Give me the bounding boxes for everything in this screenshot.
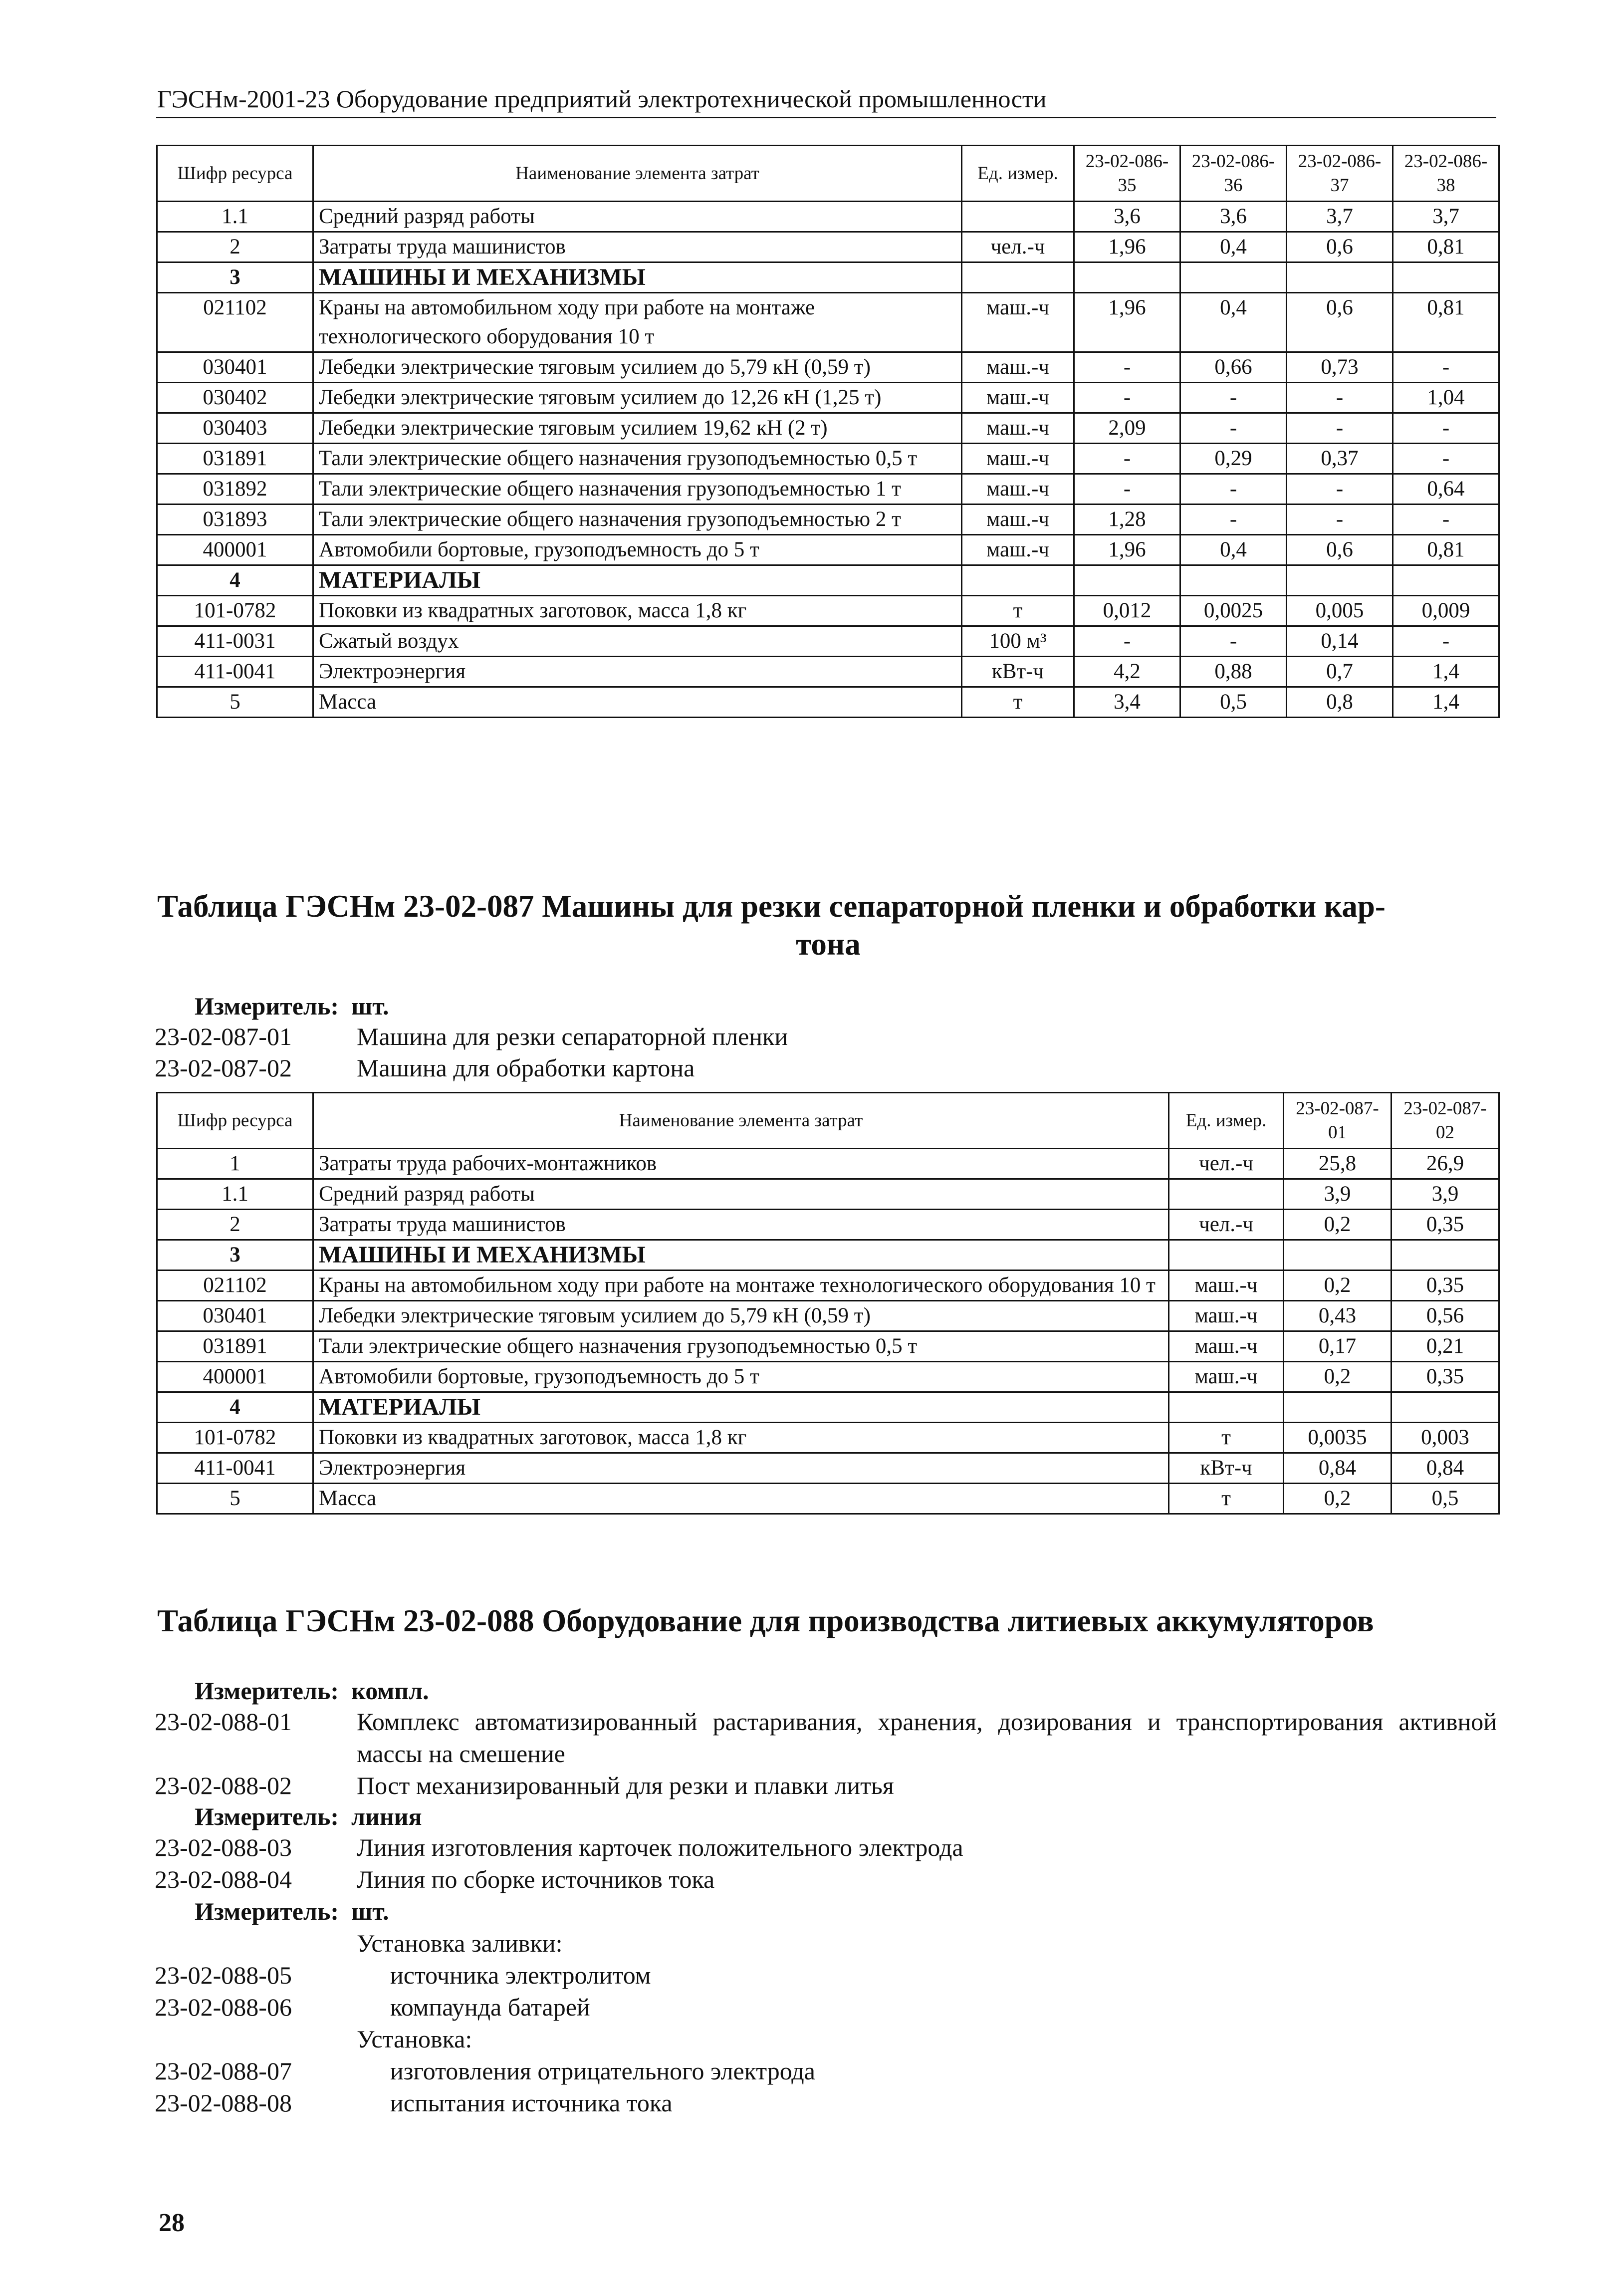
norm-code: 23-02-088-01 — [155, 1708, 292, 1736]
value-cell: 0,6 — [1287, 232, 1393, 262]
cost-item-name: МАТЕРИАЛЫ — [313, 1392, 1169, 1423]
value-cell: 25,8 — [1284, 1149, 1392, 1179]
resource-code: 030401 — [157, 352, 313, 383]
value-cell: 0,4 — [1180, 293, 1287, 352]
resource-table-086 — [156, 145, 1500, 718]
unit-cell: маш.-ч — [962, 505, 1074, 535]
value-cell: 0,64 — [1393, 474, 1499, 505]
col-header-name: Наименование элемента затрат — [313, 1093, 1169, 1149]
value-cell: - — [1287, 474, 1393, 505]
value-cell: 4,2 — [1074, 657, 1180, 687]
table-row — [157, 1179, 1499, 1210]
norm-description: Машина для резки сепараторной пленки — [357, 1022, 788, 1050]
value-cell: 1,4 — [1393, 657, 1499, 687]
resource-code: 400001 — [157, 1362, 313, 1392]
value-cell — [1393, 262, 1499, 293]
value-cell: 0,35 — [1392, 1210, 1499, 1240]
cost-item-name: Тали электрические общего назначения грузоподъемностью 0,5 т — [313, 444, 962, 474]
value-cell: 0,012 — [1074, 596, 1180, 626]
resource-code: 5 — [157, 687, 313, 718]
unit-cell — [1169, 1179, 1284, 1210]
unit-cell: маш.-ч — [962, 413, 1074, 444]
unit-cell: т — [1169, 1484, 1284, 1514]
value-cell — [1284, 1392, 1392, 1423]
cost-item-name: Лебедки электрические тяговым усилием до 12,26 кН (1,25 т) — [313, 383, 962, 413]
table-row — [157, 1271, 1499, 1301]
cost-item-name: Лебедки электрические тяговым усилием до 5,79 кН (0,59 т) — [313, 352, 962, 383]
unit-cell: т — [962, 687, 1074, 718]
value-cell: 0,56 — [1392, 1301, 1499, 1331]
cost-item-name: Лебедки электрические тяговым усилием до 5,79 кН (0,59 т) — [313, 1301, 1169, 1331]
cost-item-name: Сжатый воздух — [313, 626, 962, 657]
norm-description: Линия по сборке источников тока — [357, 1865, 715, 1893]
value-cell: - — [1393, 413, 1499, 444]
table-row — [157, 474, 1499, 505]
value-cell: 0,37 — [1287, 444, 1393, 474]
measure-line — [195, 991, 389, 1021]
resource-code: 031893 — [157, 505, 313, 535]
norm-code: 23-02-088-03 — [155, 1833, 292, 1861]
cost-item-name: Краны на автомобильном ходу при работе на монтаже технологического оборудования 10 т — [313, 293, 962, 352]
resource-code: 2 — [157, 232, 313, 262]
unit-cell: чел.-ч — [962, 232, 1074, 262]
cost-item-name: Автомобили бортовые, грузоподъемность до 5 т — [313, 535, 962, 565]
value-cell: 0,7 — [1287, 657, 1393, 687]
measure-label: Измеритель: — [195, 1897, 339, 1925]
value-cell: - — [1180, 626, 1287, 657]
resource-code: 2 — [157, 1210, 313, 1240]
cost-item-name: Затраты труда машинистов — [313, 1210, 1169, 1240]
value-cell: 0,003 — [1392, 1423, 1499, 1453]
page-number: 28 — [159, 2209, 185, 2237]
value-cell: 0,6 — [1287, 293, 1393, 352]
norm-code: 23-02-088-04 — [155, 1865, 292, 1893]
value-cell: 0,6 — [1287, 535, 1393, 565]
value-cell: 0,4 — [1180, 535, 1287, 565]
resource-table-087 — [156, 1092, 1500, 1515]
table-title-087 — [157, 887, 1499, 963]
col-header-code: Шифр ресурса — [157, 1093, 313, 1149]
value-cell: 0,8 — [1287, 687, 1393, 718]
cost-item-name: Масса — [313, 687, 962, 718]
col-header-norm: 23-02-086-38 — [1393, 146, 1499, 202]
cost-item-name: Автомобили бортовые, грузоподъемность до 5 т — [313, 1362, 1169, 1392]
col-header-code: Шифр ресурса — [157, 146, 313, 202]
value-cell: - — [1180, 383, 1287, 413]
title-line-2: тона — [796, 927, 861, 962]
table-row — [157, 293, 1499, 352]
table-row — [157, 383, 1499, 413]
value-cell — [1284, 1240, 1392, 1271]
value-cell: 3,9 — [1392, 1179, 1499, 1210]
table-title-088: Таблица ГЭСНм 23-02-088 Оборудование для производства литиевых аккумуляторов — [157, 1603, 1374, 1638]
table-row — [157, 202, 1499, 232]
cost-item-name: Электроэнергия — [313, 1453, 1169, 1484]
measure-line — [195, 1676, 429, 1706]
table-row — [157, 1210, 1499, 1240]
table-row — [157, 232, 1499, 262]
col-header-unit: Ед. измер. — [1169, 1093, 1284, 1149]
value-cell — [1180, 565, 1287, 596]
unit-cell — [1169, 1240, 1284, 1271]
measure-label: Измеритель: — [195, 1802, 339, 1830]
cost-item-name: МАШИНЫ И МЕХАНИЗМЫ — [313, 1240, 1169, 1271]
unit-cell: маш.-ч — [962, 535, 1074, 565]
unit-cell: чел.-ч — [1169, 1210, 1284, 1240]
unit-cell — [1169, 1392, 1284, 1423]
value-cell: 1,4 — [1393, 687, 1499, 718]
value-cell — [1074, 565, 1180, 596]
measure-label: Измеритель: — [195, 1677, 339, 1705]
norm-description: Пост механизированный для резки и плавки литья — [357, 1772, 894, 1799]
resource-code: 031891 — [157, 1331, 313, 1362]
value-cell: - — [1074, 352, 1180, 383]
resource-code: 031892 — [157, 474, 313, 505]
value-cell: 0,2 — [1284, 1210, 1392, 1240]
table-row — [157, 657, 1499, 687]
measure-unit: шт. — [351, 1897, 389, 1925]
value-cell: - — [1180, 505, 1287, 535]
value-cell: 0,17 — [1284, 1331, 1392, 1362]
col-header-norm: 23-02-087-02 — [1392, 1093, 1499, 1149]
value-cell: 0,0035 — [1284, 1423, 1392, 1453]
value-cell: 0,14 — [1287, 626, 1393, 657]
table-body — [157, 202, 1499, 718]
value-cell: - — [1393, 626, 1499, 657]
resource-code: 021102 — [157, 293, 313, 352]
value-cell: 0,81 — [1393, 232, 1499, 262]
unit-cell: кВт-ч — [1169, 1453, 1284, 1484]
cost-item-name: Средний разряд работы — [313, 202, 962, 232]
norm-code: 23-02-088-07 — [155, 2057, 292, 2085]
value-cell: 0,84 — [1392, 1453, 1499, 1484]
resource-code: 411-0041 — [157, 1453, 313, 1484]
table-row — [157, 1149, 1499, 1179]
measure-unit: линия — [351, 1802, 422, 1830]
measure-unit: компл. — [351, 1677, 429, 1705]
unit-cell: т — [1169, 1423, 1284, 1453]
unit-cell: т — [962, 596, 1074, 626]
table-row — [157, 1423, 1499, 1453]
value-cell: - — [1180, 413, 1287, 444]
col-header-name: Наименование элемента затрат — [313, 146, 962, 202]
norm-code: 23-02-088-06 — [155, 1993, 292, 2021]
norm-description: источника электролитом — [390, 1961, 651, 1989]
cost-item-name: Затраты труда рабочих-монтажников — [313, 1149, 1169, 1179]
cost-item-name: Тали электрические общего назначения грузоподъемностью 1 т — [313, 474, 962, 505]
resource-code: 101-0782 — [157, 1423, 313, 1453]
unit-cell: маш.-ч — [962, 474, 1074, 505]
table-row — [157, 1392, 1499, 1423]
value-cell: 2,09 — [1074, 413, 1180, 444]
col-header-norm: 23-02-086-36 — [1180, 146, 1287, 202]
value-cell: 0,73 — [1287, 352, 1393, 383]
value-cell: - — [1074, 626, 1180, 657]
resource-code: 3 — [157, 262, 313, 293]
cost-item-name: Поковки из квадратных заготовок, масса 1,8 кг — [313, 1423, 1169, 1453]
table-row — [157, 626, 1499, 657]
value-cell: 3,6 — [1074, 202, 1180, 232]
value-cell: - — [1074, 474, 1180, 505]
resource-code: 3 — [157, 1240, 313, 1271]
table-row — [157, 1301, 1499, 1331]
value-cell: - — [1393, 505, 1499, 535]
value-cell: 0,2 — [1284, 1271, 1392, 1301]
value-cell: 0,21 — [1392, 1331, 1499, 1362]
norm-code: 23-02-088-02 — [155, 1772, 292, 1799]
table-row — [157, 535, 1499, 565]
table-row — [157, 352, 1499, 383]
value-cell: 0,2 — [1284, 1362, 1392, 1392]
cost-item-name: Поковки из квадратных заготовок, масса 1,8 кг — [313, 596, 962, 626]
cost-item-name: Электроэнергия — [313, 657, 962, 687]
table-header-row — [157, 146, 1499, 202]
value-cell — [1287, 262, 1393, 293]
value-cell: 0,4 — [1180, 232, 1287, 262]
col-header-norm: 23-02-086-37 — [1287, 146, 1393, 202]
resource-code: 030401 — [157, 1301, 313, 1331]
col-header-unit: Ед. измер. — [962, 146, 1074, 202]
value-cell: 26,9 — [1392, 1149, 1499, 1179]
cost-item-name: МАТЕРИАЛЫ — [313, 565, 962, 596]
title-line-1: Таблица ГЭСНм 23-02-087 Машины для резки сепараторной пленки и обработки кар- — [157, 889, 1386, 924]
measure-line — [195, 1896, 389, 1926]
table-row — [157, 1453, 1499, 1484]
resource-code: 5 — [157, 1484, 313, 1514]
unit-cell: кВт-ч — [962, 657, 1074, 687]
unit-cell: маш.-ч — [1169, 1362, 1284, 1392]
resource-code: 400001 — [157, 535, 313, 565]
value-cell: 0,009 — [1393, 596, 1499, 626]
norm-code: 23-02-087-01 — [155, 1022, 292, 1050]
unit-cell: маш.-ч — [1169, 1301, 1284, 1331]
norm-code: 23-02-088-08 — [155, 2089, 292, 2117]
value-cell: 3,4 — [1074, 687, 1180, 718]
value-cell: 0,5 — [1392, 1484, 1499, 1514]
resource-code: 021102 — [157, 1271, 313, 1301]
table-body — [157, 1149, 1499, 1514]
value-cell — [1287, 565, 1393, 596]
value-cell: 1,96 — [1074, 232, 1180, 262]
header-rule — [156, 117, 1496, 118]
value-cell: 0,43 — [1284, 1301, 1392, 1331]
measure-label: Измеритель: — [195, 992, 339, 1020]
cost-item-name: Средний разряд работы — [313, 1179, 1169, 1210]
resource-code: 1.1 — [157, 1179, 313, 1210]
value-cell — [1180, 262, 1287, 293]
value-cell: 0,35 — [1392, 1362, 1499, 1392]
unit-cell: маш.-ч — [962, 444, 1074, 474]
table-row — [157, 505, 1499, 535]
table-row — [157, 413, 1499, 444]
value-cell — [1392, 1240, 1499, 1271]
value-cell: 0,81 — [1393, 535, 1499, 565]
table-row — [157, 1240, 1499, 1271]
table-header-row — [157, 1093, 1499, 1149]
table-row — [157, 262, 1499, 293]
unit-cell: маш.-ч — [962, 293, 1074, 352]
unit-cell: чел.-ч — [1169, 1149, 1284, 1179]
value-cell: 1,04 — [1393, 383, 1499, 413]
value-cell: 3,7 — [1393, 202, 1499, 232]
value-cell: 1,96 — [1074, 293, 1180, 352]
unit-cell: 100 м³ — [962, 626, 1074, 657]
value-cell: 0,66 — [1180, 352, 1287, 383]
value-cell: 0,81 — [1393, 293, 1499, 352]
norm-code: 23-02-088-05 — [155, 1961, 292, 1989]
cost-item-name: Масса — [313, 1484, 1169, 1514]
unit-cell — [962, 262, 1074, 293]
value-cell: 0,0025 — [1180, 596, 1287, 626]
norm-description: испытания источника тока — [390, 2089, 673, 2117]
unit-cell: маш.-ч — [962, 352, 1074, 383]
norm-description: Линия изготовления карточек положительного электрода — [357, 1833, 963, 1861]
value-cell — [1074, 262, 1180, 293]
measure-line — [195, 1801, 422, 1831]
value-cell: - — [1287, 413, 1393, 444]
resource-code: 030403 — [157, 413, 313, 444]
cost-item-name: Тали электрические общего назначения грузоподъемностью 0,5 т — [313, 1331, 1169, 1362]
cost-item-name: Лебедки электрические тяговым усилием 19,62 кН (2 т) — [313, 413, 962, 444]
value-cell: 0,2 — [1284, 1484, 1392, 1514]
resource-code: 4 — [157, 1392, 313, 1423]
measure-unit: шт. — [351, 992, 389, 1020]
resource-code: 031891 — [157, 444, 313, 474]
table-row — [157, 687, 1499, 718]
value-cell: - — [1074, 444, 1180, 474]
table-row — [157, 1362, 1499, 1392]
value-cell: 3,9 — [1284, 1179, 1392, 1210]
table-row — [157, 444, 1499, 474]
group-label: Установка заливки: — [357, 1929, 563, 1957]
unit-cell — [962, 565, 1074, 596]
group-label: Установка: — [357, 2025, 472, 2053]
norm-description: компаунда батарей — [390, 1993, 590, 2021]
col-header-norm: 23-02-087-01 — [1284, 1093, 1392, 1149]
value-cell: 3,7 — [1287, 202, 1393, 232]
value-cell: 1,96 — [1074, 535, 1180, 565]
unit-cell: маш.-ч — [962, 383, 1074, 413]
resource-code: 030402 — [157, 383, 313, 413]
norm-code: 23-02-087-02 — [155, 1054, 292, 1082]
norm-description: изготовления отрицательного электрода — [390, 2057, 815, 2085]
cost-item-name: Краны на автомобильном ходу при работе на монтаже технологического оборудования 10 т — [313, 1271, 1169, 1301]
cost-item-name: МАШИНЫ И МЕХАНИЗМЫ — [313, 262, 962, 293]
running-header: ГЭСНм-2001-23 Оборудование предприятий электротехнической промышленности — [157, 85, 1047, 113]
value-cell: 0,005 — [1287, 596, 1393, 626]
value-cell: 0,29 — [1180, 444, 1287, 474]
unit-cell: маш.-ч — [1169, 1271, 1284, 1301]
table-row — [157, 565, 1499, 596]
value-cell: 0,84 — [1284, 1453, 1392, 1484]
value-cell — [1393, 565, 1499, 596]
value-cell: - — [1287, 505, 1393, 535]
table-row — [157, 596, 1499, 626]
resource-code: 411-0031 — [157, 626, 313, 657]
resource-code: 4 — [157, 565, 313, 596]
norm-description: Машина для обработки картона — [357, 1054, 695, 1082]
value-cell: 3,6 — [1180, 202, 1287, 232]
value-cell: 0,35 — [1392, 1271, 1499, 1301]
resource-code: 1 — [157, 1149, 313, 1179]
resource-code: 101-0782 — [157, 596, 313, 626]
unit-cell: маш.-ч — [1169, 1331, 1284, 1362]
value-cell: - — [1180, 474, 1287, 505]
value-cell: - — [1074, 383, 1180, 413]
col-header-norm: 23-02-086-35 — [1074, 146, 1180, 202]
resource-code: 411-0041 — [157, 657, 313, 687]
cost-item-name: Тали электрические общего назначения грузоподъемностью 2 т — [313, 505, 962, 535]
value-cell: 1,28 — [1074, 505, 1180, 535]
norm-description: Комплекс автоматизированный растаривания, хранения, дозирования и транспортирования активной массы на смешение — [357, 1708, 1497, 1768]
cost-item-name: Затраты труда машинистов — [313, 232, 962, 262]
table-row — [157, 1331, 1499, 1362]
value-cell: - — [1393, 444, 1499, 474]
unit-cell — [962, 202, 1074, 232]
value-cell: 0,5 — [1180, 687, 1287, 718]
table-row — [157, 1484, 1499, 1514]
value-cell: - — [1393, 352, 1499, 383]
value-cell: - — [1287, 383, 1393, 413]
value-cell: 0,88 — [1180, 657, 1287, 687]
resource-code: 1.1 — [157, 202, 313, 232]
value-cell — [1392, 1392, 1499, 1423]
